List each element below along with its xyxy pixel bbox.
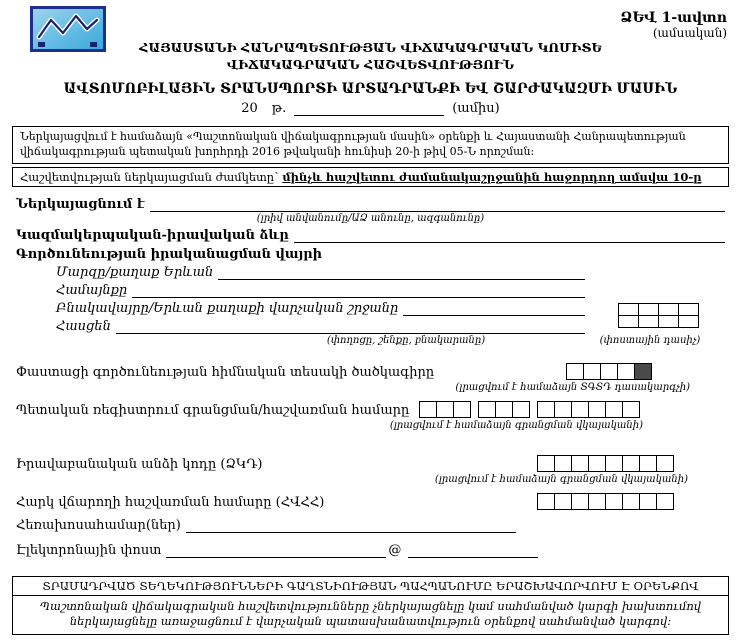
code-cell[interactable] — [658, 315, 679, 328]
community-label: Համայնքը — [56, 282, 128, 298]
presenter-row — [16, 197, 725, 212]
phone-input-line[interactable] — [186, 518, 516, 533]
community-input-line[interactable] — [132, 283, 585, 298]
liability-notice: Պաշտոնական վիճակագրական հաշվետվությունները չներկայացնելը կամ սահմանված կարգի խախտումով ներկայացնելը առաջացնում է վարչական պատասխանատվություն օրենքով սահմանված կարգով: — [39, 598, 702, 628]
registry-group-2 — [478, 401, 530, 418]
postal-code-hint: (փոստային դասիչ) — [599, 334, 701, 346]
code-cell[interactable] — [478, 401, 496, 418]
code-cell[interactable] — [605, 493, 623, 510]
activity-code-row — [16, 363, 725, 380]
legal-form-label: Կազմակերպական-իրավական ձևը — [16, 227, 289, 243]
code-cell[interactable] — [622, 401, 640, 418]
month-hint: (ամիս) — [452, 101, 500, 116]
form-title: ԱՎՏՈՄՈԲԻԼԱՅԻՆ ՏՐԱՆՍՊՈՐՏԻ ԱՐՏԱԴՐԱՆՔԻ ԵՎ ՇԱՐԺԱԿԱԶՄԻ ՄԱՍԻՆ — [63, 81, 678, 97]
form-designation — [620, 10, 727, 40]
settlement-label: Բնակավայրը/Երևան քաղաքի վարչական շրջանը — [56, 300, 399, 316]
registry-number-label: Պետական ռեգիստրում գրանցման/հաշվառման համարը — [16, 402, 410, 418]
registry-group-1 — [419, 401, 471, 418]
code-cell[interactable] — [419, 401, 437, 418]
code-cell[interactable] — [512, 401, 530, 418]
code-cell[interactable] — [571, 455, 589, 472]
code-cell[interactable] — [600, 363, 618, 380]
code-cell[interactable] — [622, 493, 640, 510]
armstat-logo — [30, 6, 106, 52]
code-cell[interactable] — [537, 493, 555, 510]
form-code: ՁԵՎ 1-ավտո — [620, 10, 727, 26]
year-prefix: 20 — [241, 101, 258, 116]
phone-label: Հեռախոսահամար(ներ) — [16, 517, 181, 533]
code-cell[interactable] — [634, 363, 652, 380]
code-cell[interactable] — [495, 401, 513, 418]
code-cell[interactable] — [554, 401, 572, 418]
registry-group-3 — [537, 401, 640, 418]
settlement-input-line[interactable] — [403, 301, 585, 316]
code-cell[interactable] — [554, 455, 572, 472]
legal-entity-code-hint: (լրացվում է համաձայն գրանցման վկայականի) — [434, 473, 688, 485]
code-cell[interactable] — [639, 493, 657, 510]
form-fields — [12, 197, 729, 558]
activity-location-label: Գործունեության իրականացման վայրի — [16, 246, 323, 262]
code-cell[interactable] — [678, 315, 699, 328]
committee-name: ՀԱՅԱՍՏԱՆԻ ՀԱՆՐԱՊԵՏՈՒԹՅԱՆ ՎԻՃԱԿԱԳՐԱԿԱՆ ԿՈՄԻՏԵ — [139, 40, 602, 55]
month-input-line[interactable] — [294, 102, 444, 116]
confidentiality-notice: ՏՐԱՄԱԴՐՎԱԾ ՏԵՂԵԿՈՒԹՅՈՒՆՆԵՐԻ ԳԱՂՏՆԻՈՒԹՅԱՆ ՊԱՀՊԱՆՈՒՄԸ ԵՐԱՇԽԱՎՈՐՎՈՒՄ Է ՕՐԵՆՔՈՎ — [13, 577, 728, 596]
code-cell[interactable] — [588, 493, 606, 510]
code-cell[interactable] — [537, 455, 555, 472]
report-type: ՎԻՃԱԿԱԳՐԱԿԱՆ ՀԱՇՎԵՏՎՈՒԹՅՈՒՆ — [226, 57, 515, 72]
code-cell[interactable] — [588, 455, 606, 472]
address-row — [56, 319, 585, 334]
code-cell[interactable] — [617, 363, 635, 380]
code-cell[interactable] — [656, 455, 674, 472]
legal-entity-code-cells — [537, 455, 674, 472]
community-row — [56, 283, 585, 298]
address-hints — [56, 334, 701, 349]
phone-row — [16, 518, 725, 533]
code-cell[interactable] — [453, 401, 471, 418]
location-subfields — [56, 264, 701, 349]
footer-notice-box — [12, 576, 729, 635]
postal-row-2 — [618, 315, 699, 328]
region-row — [56, 265, 585, 280]
code-cell[interactable] — [605, 401, 623, 418]
presenter-input-line[interactable] — [150, 197, 725, 212]
legal-entity-code-row — [16, 455, 725, 472]
tin-cells — [537, 493, 674, 510]
email-label: Էլեկտրոնային փոստ — [16, 542, 162, 558]
legal-form-input-line[interactable] — [294, 228, 725, 243]
postal-code-grid — [618, 303, 699, 328]
region-label: Մարզը/քաղաք Երևան — [56, 264, 214, 280]
code-cell[interactable] — [588, 401, 606, 418]
code-cell[interactable] — [639, 455, 657, 472]
legal-entity-code-label: Իրավաբանական անձի կոդը (ՁԿԴ) — [16, 456, 263, 472]
year-suffix: թ. — [271, 101, 287, 116]
activity-code-label: Փաստացի գործունեության հիմնական տեսակի ծածկագիրը — [16, 364, 435, 380]
settlement-row — [56, 301, 585, 316]
address-label: Հասցեն — [56, 318, 111, 334]
deadline-notice — [12, 167, 729, 187]
tin-row — [16, 493, 725, 510]
tin-label: Հարկ վճարողի հաշվառման համարը (ՀՎՀՀ) — [16, 494, 325, 510]
code-cell[interactable] — [605, 455, 623, 472]
registry-number-cells — [419, 401, 640, 418]
region-input-line[interactable] — [218, 265, 585, 280]
deadline-emphasis: մինչև հաշվետու ժամանակաշրջանին հաջորդող ամսվա 10-ը — [282, 169, 702, 184]
presenter-label: Ներկայացնում է — [16, 196, 145, 212]
code-cell[interactable] — [583, 363, 601, 380]
zigzag-chart-icon — [30, 6, 106, 52]
code-cell[interactable] — [566, 363, 584, 380]
address-hint: (փողոցը, շենքը, բնակարանը) — [326, 334, 486, 346]
email-local-input-line[interactable] — [166, 543, 386, 558]
email-at-sign: @ — [388, 542, 402, 558]
year-month-line — [12, 101, 729, 116]
code-cell[interactable] — [554, 493, 572, 510]
code-cell[interactable] — [537, 401, 555, 418]
code-cell[interactable] — [622, 455, 640, 472]
code-cell[interactable] — [618, 315, 639, 328]
registry-number-row — [16, 401, 725, 418]
code-cell[interactable] — [638, 315, 659, 328]
activity-code-hint: (լրացվում է համաձայն ՏԳՏԴ դասակարգչի) — [455, 381, 690, 393]
deadline-prefix: Հաշվետվության ներկայացման ժամկետը՝ — [20, 169, 279, 184]
email-row — [16, 543, 725, 558]
address-input-line[interactable] — [116, 319, 585, 334]
legal-form-row — [16, 228, 725, 243]
registry-number-hint: (լրացվում է համաձայն գրանցման վկայականի) — [389, 419, 643, 431]
presenter-hint: (լրիվ անվանումը/ԱՁ անունը, ազգանունը) — [256, 212, 485, 224]
activity-code-cells — [566, 363, 652, 380]
code-cell[interactable] — [571, 493, 589, 510]
legal-basis-notice: Ներկայացվում է համաձայն «Պաշտոնական վիճակագրության մասին» օրենքի և Հայաստանի Հանրապետության վիճակագրության պետական խորհրդի 2016 թվականի հունիսի 20-ի թիվ 05-Ն որոշման: — [12, 126, 729, 164]
code-cell[interactable] — [656, 493, 674, 510]
form-periodicity: (ամսական) — [652, 26, 727, 40]
code-cell[interactable] — [436, 401, 454, 418]
code-cell[interactable] — [571, 401, 589, 418]
email-domain-input-line[interactable] — [408, 543, 538, 558]
